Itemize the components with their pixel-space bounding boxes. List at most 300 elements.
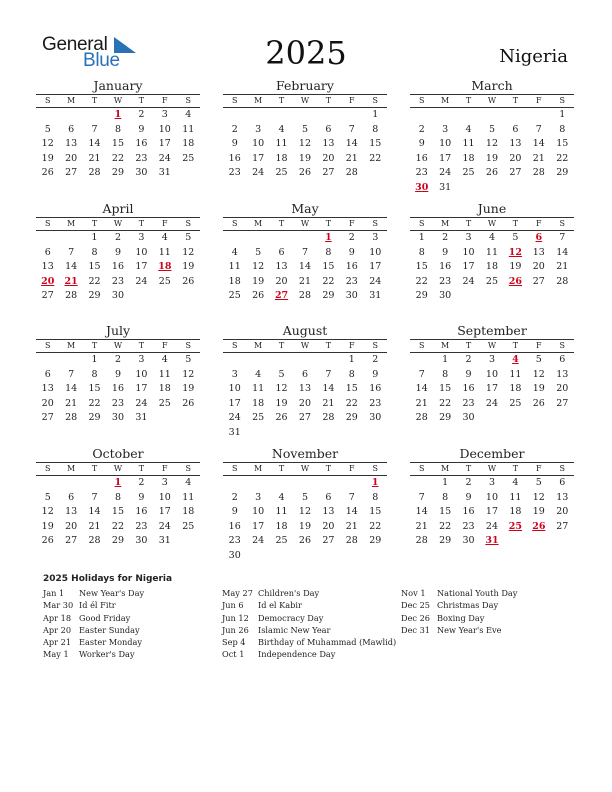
day-cell: 9 [442,246,449,258]
day-cell: 29 [88,290,101,302]
day-cell: 2 [465,477,472,489]
day-cell: 20 [556,506,569,518]
day-cell: 7 [348,123,355,135]
day-cell: 6 [559,477,566,489]
day-cell: 19 [275,397,288,409]
weekday-label: S [372,219,378,228]
weekday-header [223,339,387,353]
day-cell: 8 [372,491,379,503]
holiday-date: May 1 [43,649,69,660]
day-cell: 5 [255,246,262,258]
day-cell: 1 [372,109,379,121]
holiday-day-cell: 4 [512,354,519,366]
day-cell: 28 [556,275,569,287]
weekday-label: W [487,96,497,105]
day-cell: 12 [182,368,195,380]
weekday-header [410,217,574,231]
day-cell: 8 [91,246,98,258]
holiday-column [43,587,144,661]
day-cell: 14 [345,138,358,150]
month-title: February [276,78,334,93]
holiday-name: Worker's Day [79,649,135,660]
month-title: November [271,446,339,461]
weekday-label: F [162,464,168,473]
day-cell: 26 [182,397,195,409]
day-cell: 26 [41,167,54,179]
holiday-date: Mar 30 [43,600,74,611]
day-cell: 22 [415,275,428,287]
day-cell: 29 [439,535,452,547]
week-row [223,411,387,426]
day-cell: 25 [158,275,171,287]
day-cell: 20 [298,397,312,409]
day-cell: 4 [488,232,495,244]
weekday-label: T [325,464,332,473]
day-cell: 11 [485,246,499,258]
day-cell: 26 [275,412,288,424]
week-row [223,426,387,441]
day-cell: 12 [252,261,265,273]
weekday-label: S [185,96,191,105]
holiday-entry [43,624,144,636]
holiday-day-cell: 18 [158,261,172,273]
day-cell: 14 [298,261,312,273]
day-cell: 2 [372,354,379,366]
day-cell: 5 [44,491,51,503]
day-cell: 29 [439,412,452,424]
day-cell: 22 [88,275,101,287]
weekday-label: S [185,341,191,350]
day-cell: 17 [158,138,171,150]
weekday-label: S [418,96,425,105]
day-cell: 11 [158,368,171,380]
week-row [223,166,387,181]
day-cell: 6 [44,368,51,380]
day-cell: 4 [185,477,192,489]
holiday-entry [222,612,396,624]
day-cell: 14 [415,383,428,395]
day-cell: 7 [418,368,425,380]
day-cell: 30 [462,412,475,424]
holiday-entry [222,636,396,648]
month-june [410,201,574,304]
day-cell: 21 [65,397,78,409]
day-cell: 4 [278,123,285,135]
day-cell: 16 [439,261,452,273]
holiday-entry [43,587,144,599]
day-cell: 23 [415,167,428,179]
day-cell: 25 [252,412,265,424]
day-cell: 4 [255,368,262,380]
day-cell: 7 [68,246,75,258]
weekday-label: T [465,464,472,473]
holiday-entry [43,599,144,611]
month-august [223,323,387,440]
holiday-name: Children's Day [258,588,320,598]
day-cell: 7 [301,246,308,258]
week-row [410,260,574,275]
holiday-name: Easter Sunday [79,624,140,635]
day-cell: 17 [369,261,382,273]
day-cell: 22 [439,397,452,409]
day-cell: 6 [68,491,75,503]
week-row [223,353,387,368]
day-cell: 24 [252,167,265,179]
weekday-label: W [487,464,497,473]
day-cell: 19 [298,152,312,164]
weekday-label: S [44,219,51,228]
day-cell: 1 [442,477,449,489]
day-cell: 4 [161,232,168,244]
day-cell: 15 [439,506,452,518]
holiday-name: Democracy Day [258,612,324,623]
week-row [223,231,387,246]
day-cell: 21 [88,520,101,532]
day-cell: 17 [439,152,452,164]
week-row [36,260,200,275]
weekday-label: S [44,96,51,105]
day-cell: 22 [88,397,101,409]
week-row [410,491,574,506]
day-cell: 10 [252,506,265,518]
holiday-column [401,587,517,636]
holiday-date: May 27 [222,588,253,598]
holiday-date: Apr 18 [43,612,72,623]
day-cell: 15 [415,261,428,273]
weekday-header [410,339,574,353]
holiday-name: Easter Monday [79,637,143,648]
day-cell: 14 [88,506,101,518]
day-cell: 13 [41,383,54,395]
week-row [223,275,387,290]
day-cell: 18 [158,383,171,395]
day-cell: 6 [301,368,308,380]
holiday-name: New Year's Eve [437,624,502,635]
weekday-label: F [162,341,168,350]
day-cell: 8 [442,491,449,503]
weekday-label: W [300,464,310,473]
week-row [36,411,200,426]
day-cell: 26 [532,397,545,409]
day-cell: 20 [509,152,522,164]
weekday-header [223,462,387,476]
day-cell: 24 [439,167,452,179]
week-row [36,289,200,304]
month-march [410,78,574,195]
day-cell: 11 [509,491,522,503]
day-cell: 7 [418,491,425,503]
day-cell: 9 [372,368,379,380]
day-cell: 6 [512,123,519,135]
day-cell: 24 [228,412,241,424]
holiday-name: National Youth Day [437,588,518,598]
day-cell: 21 [345,152,358,164]
week-row [223,491,387,506]
week-row [36,231,200,246]
holiday-day-cell: 1 [114,477,122,489]
week-row [36,166,200,181]
day-cell: 4 [465,123,472,135]
day-cell: 10 [158,491,171,503]
day-cell: 2 [138,109,145,121]
day-cell: 17 [135,261,148,273]
holiday-date: Dec 26 [401,612,431,623]
month-january [36,78,200,181]
week-row [223,382,387,397]
weekday-label: M [67,96,76,105]
weekday-label: T [465,341,472,350]
day-cell: 3 [161,109,168,121]
day-cell: 8 [91,368,98,380]
week-row [410,123,574,138]
week-row [410,289,574,304]
day-cell: 18 [462,152,475,164]
weekday-label: M [67,341,76,350]
day-cell: 18 [182,506,195,518]
day-cell: 6 [278,246,285,258]
holiday-entry [222,624,396,636]
day-cell: 11 [275,506,288,518]
day-cell: 25 [158,397,171,409]
day-cell: 15 [88,261,101,273]
holiday-entry [401,587,517,599]
day-cell: 15 [322,261,335,273]
weekday-label: F [162,219,168,228]
week-row [36,137,200,152]
holiday-name: Good Friday [79,612,131,623]
month-title: August [282,323,328,338]
day-cell: 13 [509,138,522,150]
weekday-label: S [559,96,565,105]
day-cell: 28 [415,535,428,547]
week-row [410,353,574,368]
day-cell: 2 [231,491,238,503]
day-cell: 11 [182,123,195,135]
day-cell: 18 [509,506,522,518]
weekday-label: T [512,341,519,350]
week-row [36,353,200,368]
day-cell: 23 [369,397,382,409]
day-cell: 25 [509,397,522,409]
day-cell: 28 [88,167,101,179]
week-row [223,123,387,138]
weekday-label: T [138,464,145,473]
day-cell: 6 [559,354,566,366]
day-cell: 21 [532,152,545,164]
month-title: July [105,323,131,338]
weekday-label: W [487,341,497,350]
day-cell: 25 [485,275,499,287]
day-cell: 30 [369,412,382,424]
day-cell: 11 [462,138,475,150]
day-cell: 7 [325,368,332,380]
day-cell: 5 [535,477,542,489]
day-cell: 24 [158,520,171,532]
day-cell: 19 [509,261,522,273]
day-cell: 21 [345,520,358,532]
day-cell: 23 [345,275,358,287]
day-cell: 12 [298,506,312,518]
day-cell: 10 [462,246,475,258]
holiday-date: Nov 1 [401,588,426,598]
day-cell: 30 [135,535,148,547]
day-cell: 9 [465,491,472,503]
day-cell: 24 [462,275,475,287]
day-cell: 3 [255,123,262,135]
day-cell: 24 [252,535,265,547]
day-cell: 29 [345,412,358,424]
weekday-header [410,462,574,476]
holiday-name: Islamic New Year [258,624,331,635]
day-cell: 13 [65,138,78,150]
weekday-label: F [536,96,542,105]
day-cell: 18 [275,520,288,532]
holiday-date: Jan 1 [43,588,65,598]
day-cell: 21 [556,261,569,273]
week-row [36,505,200,520]
week-row [223,476,387,491]
weekday-label: F [536,464,542,473]
weekday-label: S [372,464,378,473]
day-cell: 8 [559,123,566,135]
day-cell: 15 [439,383,452,395]
day-cell: 31 [158,535,171,547]
day-cell: 31 [135,412,148,424]
day-cell: 9 [114,368,121,380]
weekday-label: M [441,219,450,228]
weekday-label: M [254,341,263,350]
day-cell: 27 [509,167,522,179]
weekday-header [36,94,200,108]
weekday-label: S [372,96,378,105]
weekday-label: T [278,219,285,228]
country-name: Nigeria [499,46,568,67]
weekday-label: T [512,219,519,228]
day-cell: 11 [158,246,171,258]
day-cell: 15 [111,138,125,150]
week-row [410,246,574,261]
week-row [410,275,574,290]
month-october [36,446,200,549]
day-cell: 15 [88,383,101,395]
day-cell: 18 [275,152,288,164]
weekday-label: W [487,219,497,228]
weekday-label: S [185,464,191,473]
day-cell: 19 [532,383,545,395]
day-cell: 2 [442,232,449,244]
day-cell: 20 [65,152,78,164]
day-cell: 12 [41,506,54,518]
weekday-label: S [418,219,425,228]
day-cell: 13 [41,261,54,273]
holiday-day-cell: 26 [508,275,523,287]
day-cell: 7 [68,368,75,380]
day-cell: 11 [509,368,522,380]
day-cell: 31 [439,181,452,193]
day-cell: 25 [182,520,195,532]
day-cell: 24 [158,152,171,164]
day-cell: 1 [91,232,98,244]
holiday-date: Apr 21 [43,637,72,648]
week-row [410,476,574,491]
day-cell: 10 [439,138,452,150]
day-cell: 1 [91,354,98,366]
day-cell: 7 [348,491,355,503]
week-row [36,123,200,138]
month-title: September [457,323,527,338]
month-title: October [92,446,144,461]
weekday-label: M [441,464,450,473]
day-cell: 22 [111,520,125,532]
weekday-header [223,217,387,231]
week-row [36,491,200,506]
day-cell: 18 [228,275,241,287]
week-row [223,137,387,152]
day-cell: 22 [556,152,569,164]
holidays-list-title: 2025 Holidays for Nigeria [43,574,173,584]
day-cell: 28 [298,290,312,302]
weekday-label: F [162,96,168,105]
holiday-name: Id el Kabir [258,600,302,611]
day-cell: 29 [556,167,569,179]
day-cell: 2 [465,354,472,366]
holiday-entry [43,636,144,648]
day-cell: 26 [182,275,195,287]
day-cell: 6 [325,491,332,503]
day-cell: 2 [348,232,355,244]
weekday-header [36,339,200,353]
day-cell: 16 [228,152,241,164]
day-cell: 14 [88,138,101,150]
day-cell: 24 [369,275,382,287]
weekday-label: W [113,219,123,228]
holiday-day-cell: 1 [325,232,332,244]
weekday-label: T [278,341,285,350]
day-cell: 15 [369,138,382,150]
day-cell: 10 [369,246,382,258]
holiday-day-cell: 21 [64,275,78,287]
day-cell: 3 [161,477,168,489]
day-cell: 22 [369,152,382,164]
day-cell: 5 [278,368,285,380]
month-july [36,323,200,426]
day-cell: 14 [65,383,78,395]
day-cell: 13 [298,383,312,395]
weekday-label: T [91,96,98,105]
day-cell: 28 [345,167,358,179]
weekday-label: W [113,341,123,350]
weekday-label: F [349,341,355,350]
day-cell: 29 [88,412,101,424]
day-cell: 30 [228,549,241,561]
day-cell: 28 [322,412,335,424]
day-cell: 5 [512,232,519,244]
week-row [36,275,200,290]
day-cell: 27 [556,520,569,532]
holiday-day-cell: 25 [508,520,523,532]
day-cell: 16 [135,506,148,518]
day-cell: 12 [485,138,499,150]
day-cell: 15 [345,383,358,395]
week-row [410,520,574,535]
weekday-label: S [418,464,425,473]
holiday-day-cell: 26 [532,520,546,532]
day-cell: 5 [535,354,542,366]
day-cell: 27 [532,275,545,287]
day-cell: 17 [252,520,265,532]
day-cell: 24 [135,397,148,409]
day-cell: 25 [275,535,288,547]
